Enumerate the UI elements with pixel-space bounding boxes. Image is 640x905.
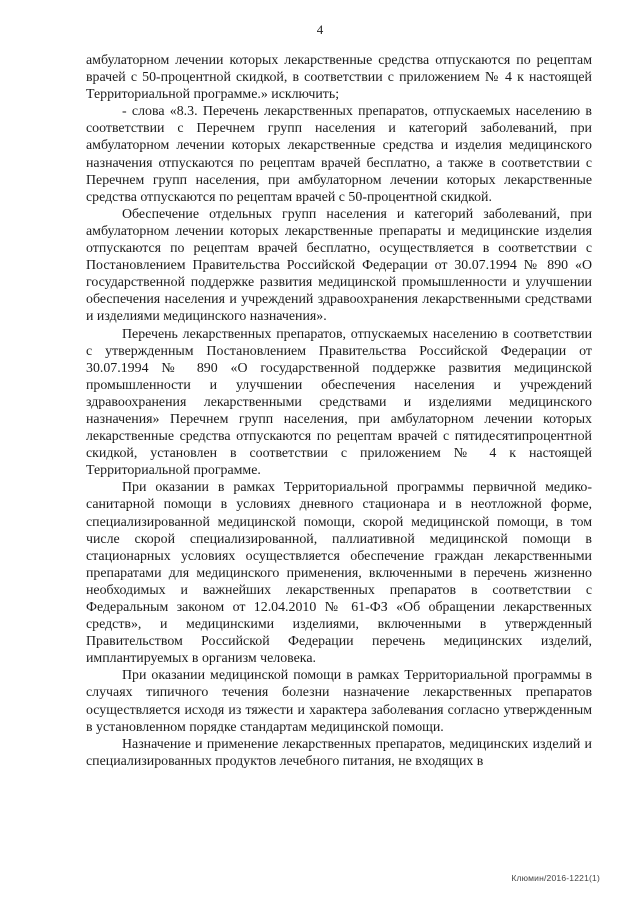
paragraph-6: При оказании медицинской помощи в рамках Территориальной программы в случаях типичного течения болезни назначение лекарственных препаратов осуществляется исходя из тяжести и характера заболевания согласно утвержденным в установленном порядке стандартам медицинской помощи.	[86, 668, 592, 735]
document-body	[86, 52, 592, 770]
page-number: 4	[316, 22, 324, 37]
paragraph-3: Обеспечение отдельных групп населения и категорий заболеваний, при амбулаторном лечении которых лекарственные препараты и медицинские изделия отпускаются по рецептам врачей бесплатно, осуществляется в соответствии с Постановлением Правительства Российской Федерации от 30.07.1994 № 890 «О государственной поддержке развития медицинской промышленности и улучшении обеспечения населения и учреждений здравоохранения лекарственными средствами и изделиями медицинского назначения».	[86, 206, 592, 325]
document-reference-code: Клюмин/2016-1221(1)	[511, 873, 600, 883]
paragraph-4: Перечень лекарственных препаратов, отпускаемых населению в соответствии с утвержденным Постановлением Правительства Российской Федерации от 30.07.1994 № 890 «О государственной поддержке развития медицинской промышленности и улучшении обеспечения населения и учреждений здравоохранения лекарственными средствами и изделиями медицинского назначения» Перечнем групп населения, при амбулаторном лечении которых лекарственные средства отпускаются по рецептам врачей с пятидесятипроцентной скидкой, установлен в соответствии с приложением № 4 к настоящей Территориальной программе.	[86, 326, 592, 479]
paragraph-5: При оказании в рамках Территориальной программы первичной медико-санитарной помощи в условиях дневного стационара и в неотложной форме, специализированной медицинской помощи, скорой медицинской помощи, в том числе скорой специализированной, паллиативной медицинской помощи в стационарных условиях осуществляется обеспечение граждан лекарственными препаратами для медицинского применения, включенными в перечень жизненно необходимых и важнейших лекарственных препаратов в соответствии с Федеральным законом от 12.04.2010 № 61-ФЗ «Об обращении лекарственных средств», и медицинскими изделиями, включенными в утвержденный Правительством Российской Федерации перечень медицинских изделий, имплантируемых в организм человека.	[86, 480, 592, 667]
paragraph-7: Назначение и применение лекарственных препаратов, медицинских изделий и специализированных продуктов лечебного питания, не входящих в	[86, 736, 592, 769]
paragraph-1: амбулаторном лечении которых лекарственные средства отпускаются по рецептам врачей с 50-процентной скидкой, в соответствии с приложением № 4 к настоящей Территориальной программе.» исключить;	[86, 53, 592, 103]
paragraph-2: - слова «8.3. Перечень лекарственных препаратов, отпускаемых населению в соответствии с Перечнем групп населения и категорий заболеваний, при амбулаторном лечении которых лекарственные средства и изделия медицинского назначения отпускаются по рецептам врачей бесплатно, а также в соответствии с Перечнем групп населения, при амбулаторном лечении которых лекарственные средства отпускаются по рецептам врачей с 50-процентной скидкой.	[86, 104, 592, 205]
